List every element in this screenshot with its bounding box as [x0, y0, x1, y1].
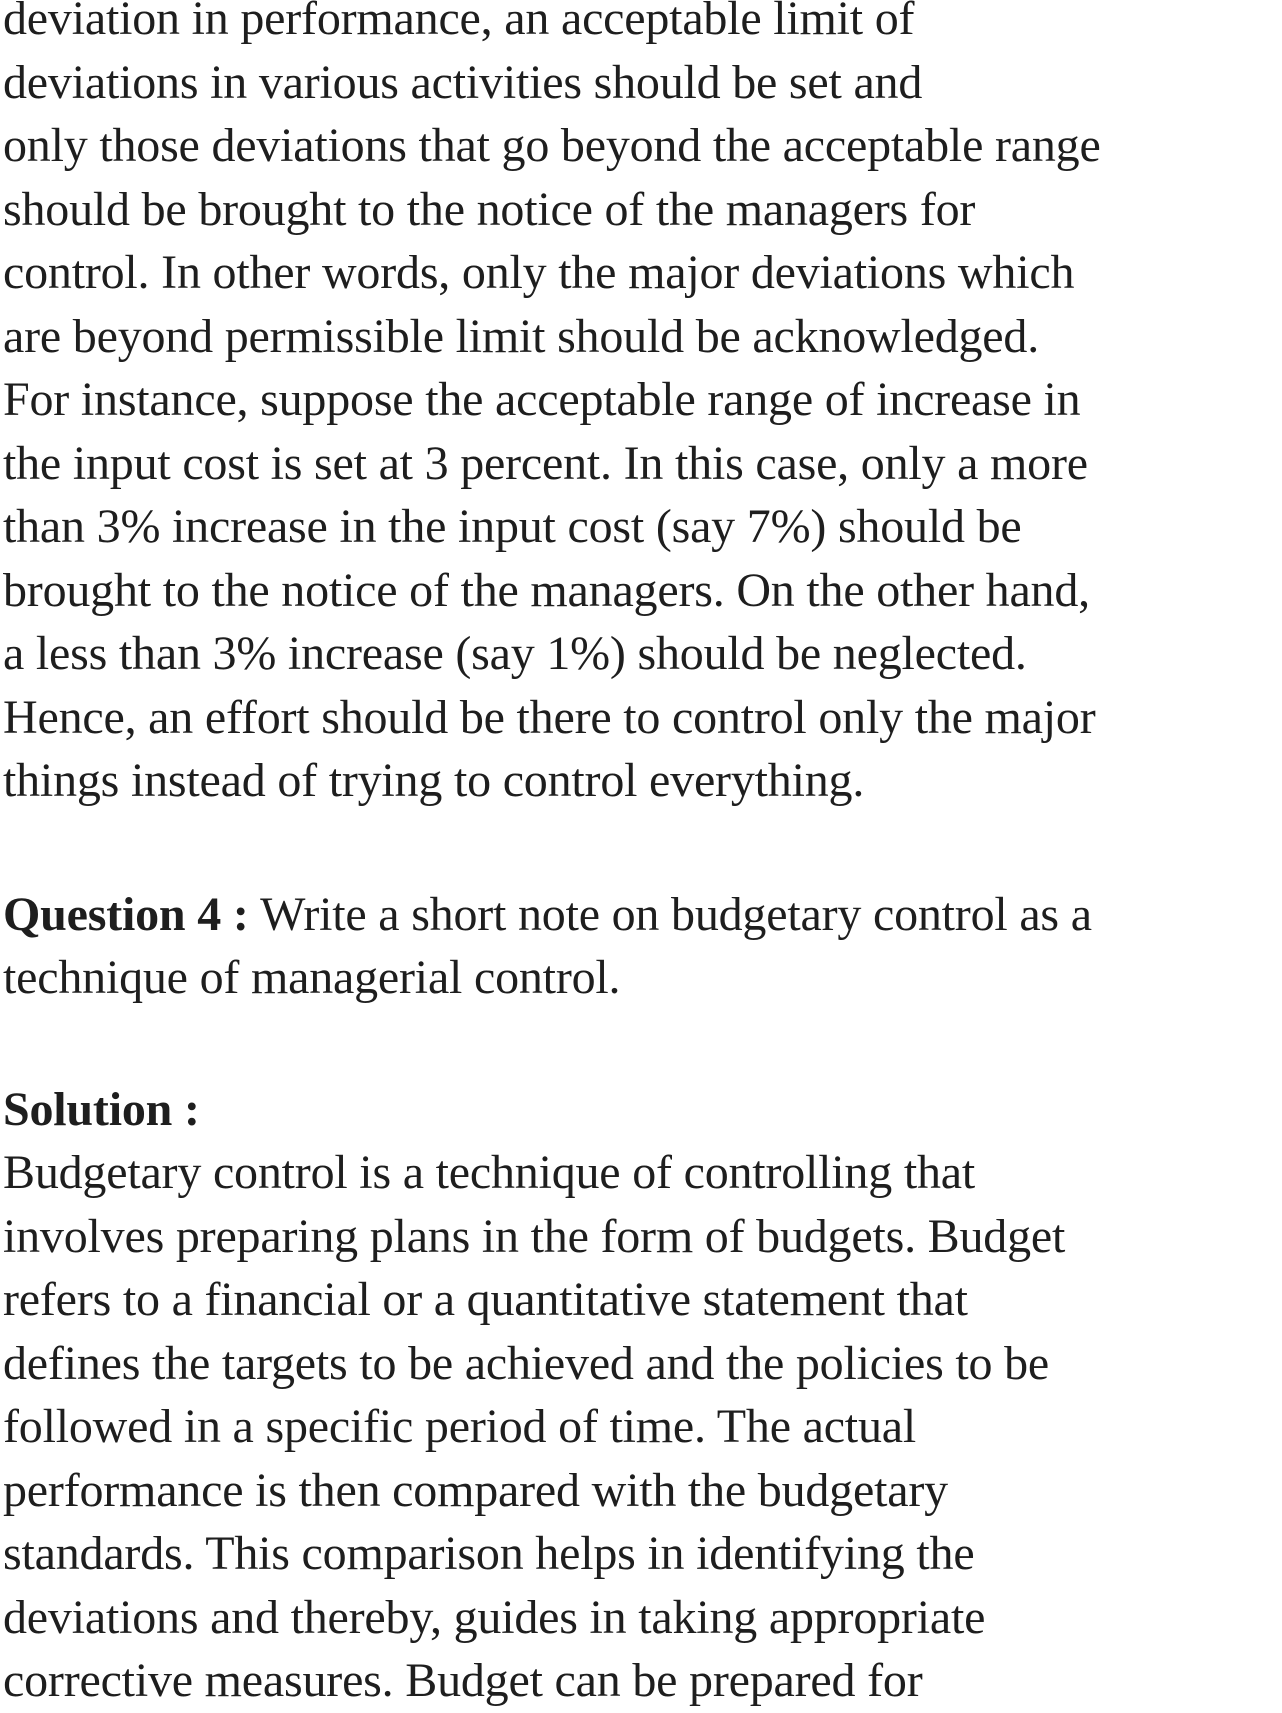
text-line: deviations in various activities should be set and [3, 55, 923, 109]
text-line: Budgetary control is a technique of controlling that [3, 1146, 976, 1199]
text-line: followed in a specific period of time. The actual [3, 1400, 916, 1453]
text-line: a less than 3% increase (say 1%) should be neglected. [3, 627, 1027, 680]
text-line: performance is then compared with the budgetary [3, 1463, 948, 1517]
question-4 [3, 883, 1282, 1010]
text-line: the input cost is set at 3 percent. In this case, only a more [3, 436, 1088, 490]
solution [3, 1078, 1282, 1713]
text-line: are beyond permissible limit should be acknowledged. [3, 309, 1040, 363]
text-line: For instance, suppose the acceptable range of increase in [3, 373, 1081, 426]
text-line: involves preparing plans in the form of budgets. Budget [3, 1209, 1066, 1263]
paragraph-deviation-analysis [3, 0, 1282, 813]
text-line: things instead of trying to control everything. [3, 754, 865, 807]
text-line: refers to a financial or a quantitative statement that [3, 1273, 968, 1326]
question-line: technique of managerial control. [3, 951, 621, 1004]
text-line: deviation in performance, an acceptable limit of [3, 0, 915, 45]
text-line: corrective measures. Budget can be prepared for [3, 1654, 923, 1707]
text-line: should be brought to the notice of the managers for [3, 182, 976, 236]
text-line: control. In other words, only the major deviations which [3, 246, 1075, 299]
text-line: Hence, an effort should be there to control only the major [3, 690, 1096, 744]
text-line: only those deviations that go beyond the acceptable range [3, 119, 1101, 172]
text-line: brought to the notice of the managers. On the other hand, [3, 563, 1090, 617]
text-line: defines the targets to be achieved and the policies to be [3, 1336, 1050, 1390]
question-label: Question 4 : [3, 887, 249, 941]
question-text: Write a short note on budgetary control as a [260, 887, 1092, 941]
text-line: than 3% increase in the input cost (say 7%) should be [3, 500, 1022, 553]
solution-heading: Solution : [3, 1082, 200, 1136]
text-line: standards. This comparison helps in identifying the [3, 1527, 975, 1580]
question-line [3, 883, 1282, 947]
text-line: deviations and thereby, guides in taking appropriate [3, 1590, 986, 1644]
